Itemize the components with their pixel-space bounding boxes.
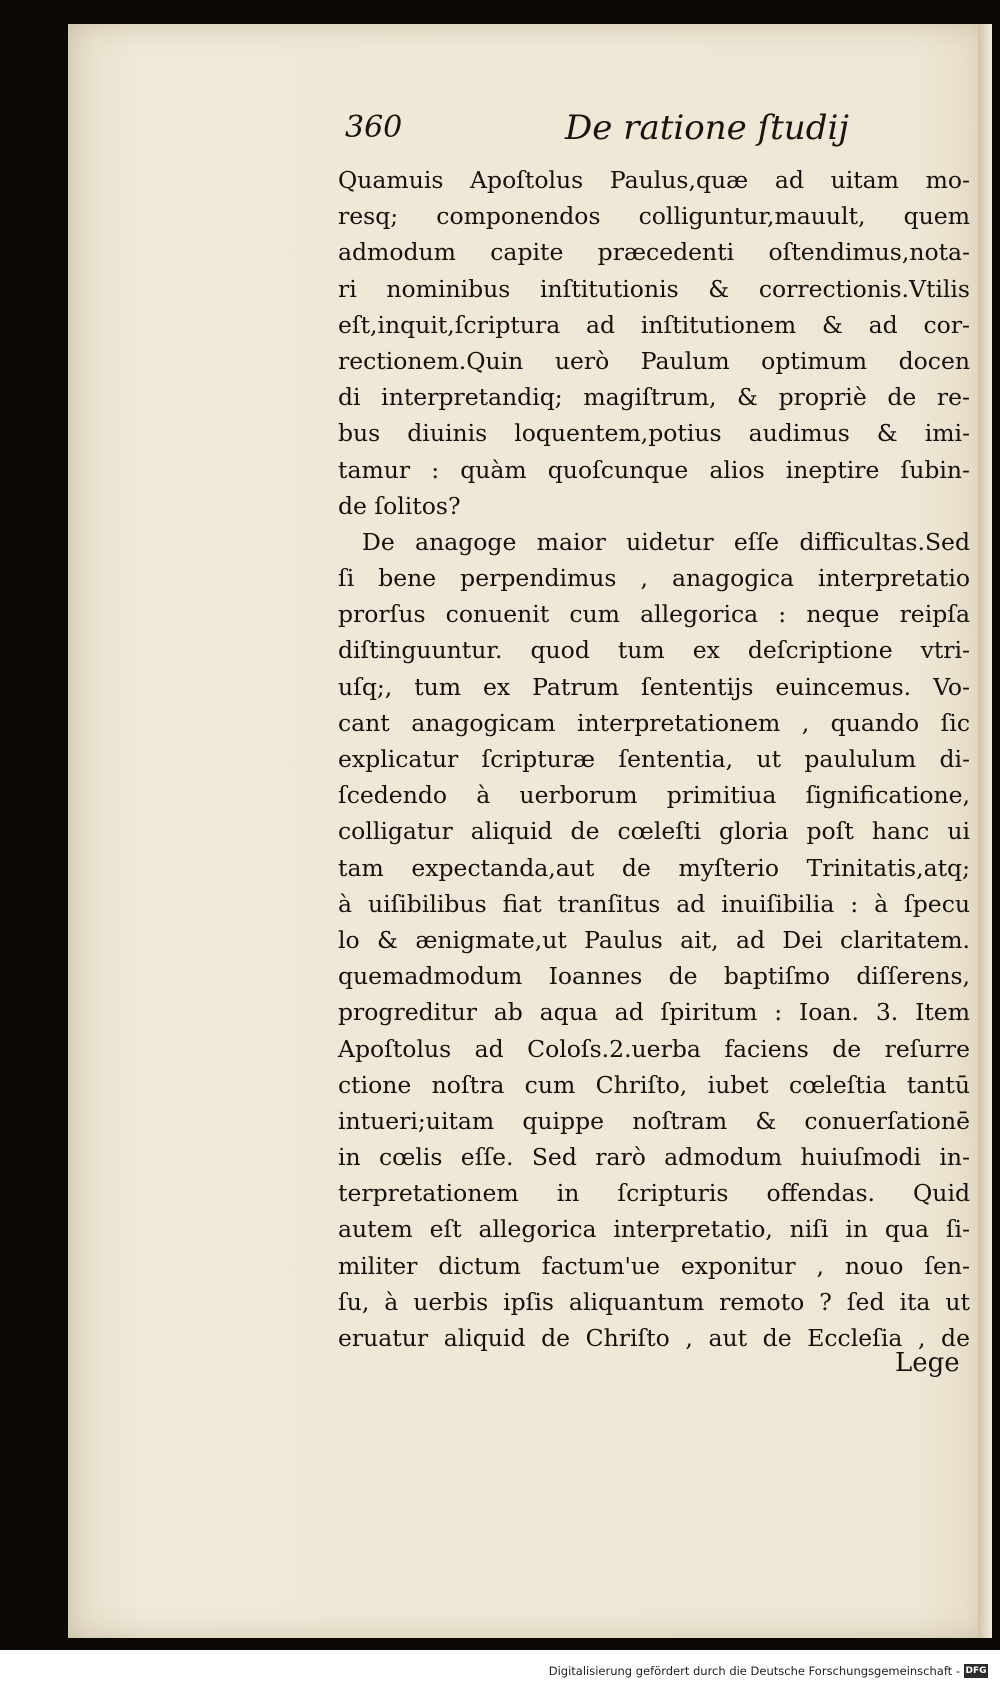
text-line: progreditur ab aqua ad ſpiritum : Ioan. 3. Item	[338, 998, 970, 1027]
running-head: De ratione ſtudij	[565, 108, 849, 148]
page-header	[345, 108, 849, 158]
text-line: di interpretandiq; magiſtrum, & propriè de re-	[338, 383, 970, 412]
text-line: quemadmodum Ioannes de baptiſmo diſſerens,	[338, 962, 970, 991]
text-line: prorſus conuenit cum allegorica : neque reipſa	[338, 600, 970, 629]
text-line: lo & ænigmate,ut Paulus ait, ad Dei claritatem.	[338, 925, 970, 954]
text-line: ſu, à uerbis ipſis aliquantum remoto ? ſed ita ut	[338, 1287, 970, 1316]
text-line: rectionem.Quin uerò Paulum optimum docen	[338, 346, 970, 375]
text-line: Quamuis Apoſtolus Paulus,quæ ad uitam mo-	[338, 166, 970, 194]
catchword: Lege	[895, 1348, 960, 1378]
text-line: cant anagogicam interpretationem , quando ſic	[338, 708, 970, 737]
text-line: à uiſibilibus fiat tranſitus ad inuiſibilia : à ſpecu	[338, 889, 970, 918]
text-line: militer dictum factum'ue exponitur , nouo ſen-	[338, 1251, 970, 1280]
text-line: eſt,inquit,ſcriptura ad inſtitutionem & ad cor-	[338, 310, 970, 339]
body-text	[338, 162, 970, 1356]
text-line: diſtinguuntur. quod tum ex deſcriptione vtri-	[338, 636, 970, 665]
digitization-footer	[0, 1664, 990, 1682]
text-line: terpretationem in ſcripturis offendas. Quid	[338, 1179, 970, 1208]
text-line: intueri;uitam quippe noſtram & conuerſationē	[338, 1106, 970, 1135]
text-line: colligatur aliquid de cœleſti gloria poſt hanc ui	[338, 817, 970, 846]
text-line: De anagoge maior uidetur eſſe difficultas.Sed	[362, 527, 970, 556]
text-line: tamur : quàm quoſcunque alios ineptire ſubin-	[338, 455, 970, 484]
page-edge	[978, 24, 992, 1638]
text-line: resq; componendos colliguntur,mauult, quem	[338, 202, 970, 231]
text-line: de ſolitos?	[338, 491, 461, 520]
text-line: ſcedendo à uerborum primitiua ſignificatione,	[338, 781, 970, 810]
text-line: bus diuinis loquentem,potius audimus & imi-	[338, 419, 970, 448]
text-line: Apoſtolus ad Coloſs.2.uerba faciens de reſurre	[338, 1034, 970, 1063]
text-line: uſq;, tum ex Patrum ſententijs euincemus. Vo-	[338, 672, 970, 701]
funding-credit: Digitalisierung gefördert durch die Deutsche Forschungsgemeinschaft -	[548, 1664, 960, 1678]
text-line: tam expectanda,aut de myſterio Trinitatis,atq;	[338, 853, 970, 882]
page-number: 360	[345, 110, 403, 145]
text-line: ctione noſtra cum Chriſto, iubet cœleſtia tantū	[338, 1070, 970, 1099]
text-line: eruatur aliquid de Chriſto , aut de Eccleſia , de	[338, 1324, 970, 1352]
text-line: in cœlis eſſe. Sed rarò admodum huiuſmodi in-	[338, 1143, 970, 1172]
text-line: explicatur ſcripturæ ſententia, ut paululum di-	[338, 745, 970, 773]
dfg-logo: DFG	[965, 1666, 987, 1676]
text-line: autem eſt allegorica interpretatio, niſi in qua ſi-	[338, 1215, 970, 1244]
text-line: ri nominibus inſtitutionis & correctionis.Vtilis	[338, 274, 970, 303]
text-line: ſi bene perpendimus , anagogica interpretatio	[338, 564, 970, 593]
text-line: admodum capite præcedenti oſtendimus,nota-	[338, 238, 970, 267]
